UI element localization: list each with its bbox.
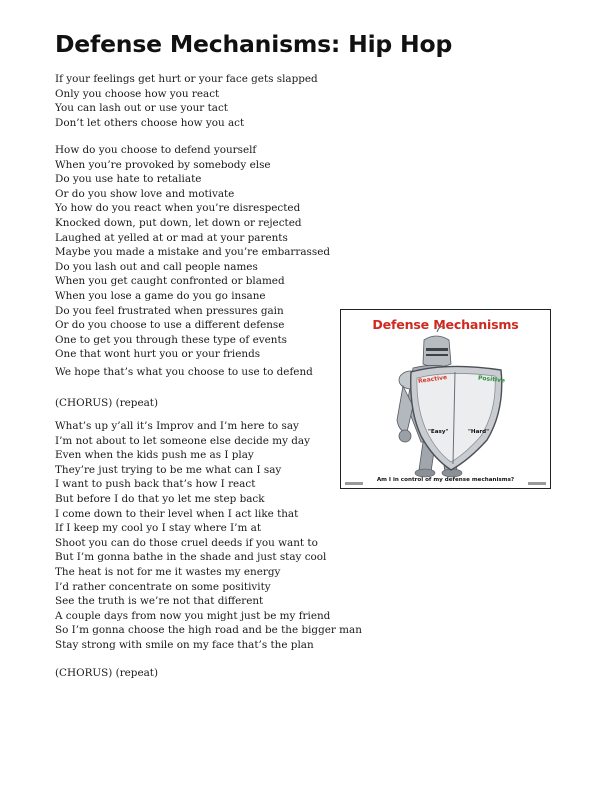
slide-caption: Am I in control of my defense mechanisms? <box>376 477 515 483</box>
lyric-line: Do you use hate to retaliate <box>55 173 202 186</box>
lyric-line: When you get caught confronted or blamed <box>55 275 285 288</box>
knight-helmet <box>423 327 451 367</box>
lyrics-stanza-1 <box>55 72 318 130</box>
positive-label: Positive <box>477 374 506 385</box>
lyric-line: A couple days from now you might just be my friend <box>55 609 331 622</box>
lyric-line: So I’m gonna choose the high road and be the bigger man <box>55 624 362 637</box>
lyric-line: I come down to their level when I act like that <box>55 507 299 520</box>
lyric-line: See the truth is we’re not that different <box>55 595 264 608</box>
footer-mark-left <box>345 482 363 485</box>
lyric-line: If I keep my cool yo I stay where I’m at <box>55 522 261 535</box>
lyric-line: Maybe you made a mistake and you’re embarrassed <box>55 246 331 259</box>
lyric-line: But I’m gonna bathe in the shade and just stay cool <box>55 551 327 564</box>
lyric-line: They’re just trying to be me what can I say <box>55 463 282 476</box>
lyric-line: Laughed at yelled at or mad at your parents <box>55 231 288 244</box>
lyrics-stanza-3 <box>55 419 362 653</box>
reactive-label: Reactive <box>417 374 448 385</box>
lyric-line: Knocked down, put down, let down or rejected <box>55 216 302 229</box>
page-title: Defense Mechanisms: Hip Hop <box>55 30 453 58</box>
lyric-line: Only you choose how you react <box>55 87 220 100</box>
easy-label: "Easy" <box>428 429 449 435</box>
lyric-line: Or do you choose to use a different defense <box>55 319 285 332</box>
slide-title: Defense Mechanisms <box>372 317 519 332</box>
footer-mark-right <box>528 482 546 485</box>
lyric-line: Do you lash out and call people names <box>55 260 258 273</box>
lyric-line: One that wont hurt you or your friends <box>55 348 261 361</box>
lyric-line: The heat is not for me it wastes my energy <box>55 565 281 578</box>
lyric-line: When you lose a game do you go insane <box>55 289 266 302</box>
lyric-line: If your feelings get hurt or your face gets slapped <box>55 73 318 85</box>
lyric-line: Or do you show love and motivate <box>55 187 235 200</box>
lyrics-stanza-2 <box>55 143 330 362</box>
chorus-marker: (CHORUS) (repeat) <box>55 667 159 679</box>
lyric-line: Stay strong with smile on my face that’s the plan <box>55 638 314 651</box>
chorus-marker: (CHORUS) (repeat) <box>55 397 159 409</box>
hard-label: "Hard" <box>468 429 490 435</box>
lyric-line: You can lash out or use your tact <box>55 102 228 115</box>
lyric-line: Even when the kids push me as I play <box>55 449 254 462</box>
lyric-line: When you’re provoked by somebody else <box>55 158 271 171</box>
lyric-line: I want to push back that’s how I react <box>55 478 256 491</box>
lyric-line: Do you feel frustrated when pressures gain <box>55 304 284 317</box>
lyric-line: How do you choose to defend yourself <box>55 144 257 156</box>
lyric-line: Yo how do you react when you’re disrespected <box>55 202 301 215</box>
lyric-line: Don’t let others choose how you act <box>55 116 245 129</box>
lyric-line: Shoot you can do those cruel deeds if you want to <box>55 536 318 549</box>
knight-illustration <box>341 310 551 489</box>
defense-mechanisms-slide <box>340 309 551 489</box>
lyric-line: I’m not about to let someone else decide my day <box>55 434 310 447</box>
lyric-line: What’s up y’all it’s Improv and I’m here to say <box>55 420 299 432</box>
lyric-line: I’d rather concentrate on some positivity <box>55 580 271 593</box>
lyric-line: We hope that’s what you choose to use to defend <box>55 366 313 378</box>
lyric-line: But before I do that yo let me step back <box>55 492 265 505</box>
lyric-line: One to get you through these type of events <box>55 333 287 346</box>
